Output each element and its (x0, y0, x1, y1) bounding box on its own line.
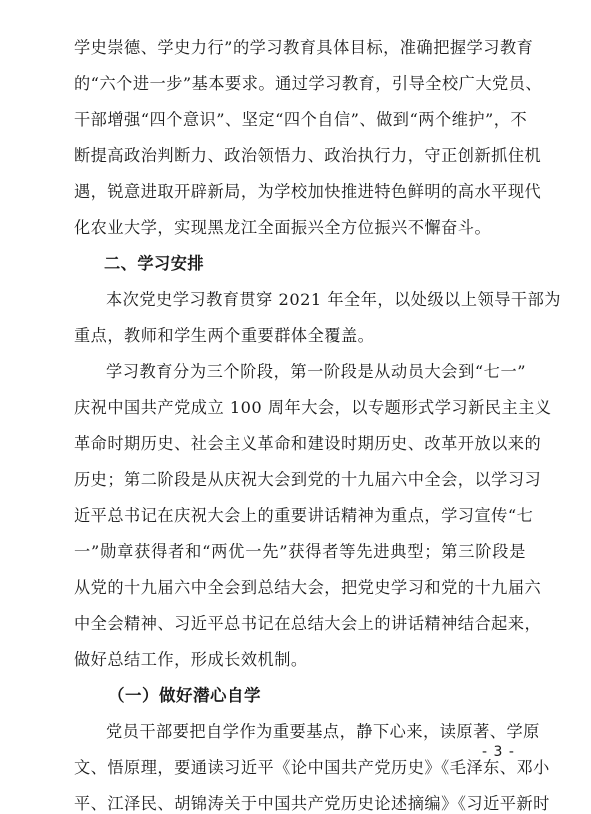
page-number: - 3 - (482, 744, 515, 760)
body-text-line: 平、江泽民、胡锦涛关于中国共产党历史论述摘编》《习近平新时 (74, 794, 550, 813)
subsection-heading: （一）做好潜心自学 (108, 686, 261, 705)
section-heading: 二、学习安排 (104, 254, 205, 273)
body-text-line: 文、悟原理，要通读习近平《论中国共产党历史》《毛泽东、邓小 (74, 758, 550, 777)
body-text-line: 的“六个进一步”基本要求。通过学习教育，引导全校广大党员、 (74, 74, 543, 93)
body-text-line: 化农业大学，实现黑龙江全面振兴全方位振兴不懈奋斗。 (74, 218, 492, 237)
body-text-line: 干部增强“四个意识”、坚定“四个自信”、做到“两个维护”，不 (74, 110, 528, 129)
body-text-line: 做好总结工作，形成长效机制。 (74, 650, 308, 669)
body-text-line: 本次党史学习教育贯穿 2021 年全年，以处级以上领导干部为 (106, 290, 561, 309)
body-text-line: 从党的十九届六中全会到总结大会，把党史学习和党的十九届六 (74, 578, 542, 597)
body-text-line: 遇，锐意进取开辟新局，为学校加快推进特色鲜明的高水平现代 (74, 182, 542, 201)
body-text-line: 党员干部要把自学作为重要基点，静下心来，读原著、学原 (106, 722, 540, 741)
body-text-line: 学史崇德、学史力行”的学习教育具体目标，准确把握学习教育 (74, 38, 534, 57)
body-text-line: 一”勋章获得者和“两优一先”获得者等先进典型；第三阶段是 (74, 542, 526, 561)
body-text-line: 近平总书记在庆祝大会上的重要讲话精神为重点，学习宣传“七 (74, 506, 534, 525)
body-text-line: 学习教育分为三个阶段，第一阶段是从动员大会到“七一” (106, 362, 526, 381)
body-text-line: 革命时期历史、社会主义革命和建设时期历史、改革开放以来的 (74, 434, 542, 453)
body-text-line: 庆祝中国共产党成立 100 周年大会，以专题形式学习新民主主义 (74, 398, 552, 417)
body-text-line: 断提高政治判断力、政治领悟力、政治执行力，守正创新抓住机 (74, 146, 542, 165)
body-text-line: 历史；第二阶段是从庆祝大会到党的十九届六中全会，以学习习 (74, 470, 542, 489)
body-text-line: 中全会精神、习近平总书记在总结大会上的讲话精神结合起来， (74, 614, 542, 633)
body-text-line: 重点，教师和学生两个重要群体全覆盖。 (74, 326, 375, 345)
